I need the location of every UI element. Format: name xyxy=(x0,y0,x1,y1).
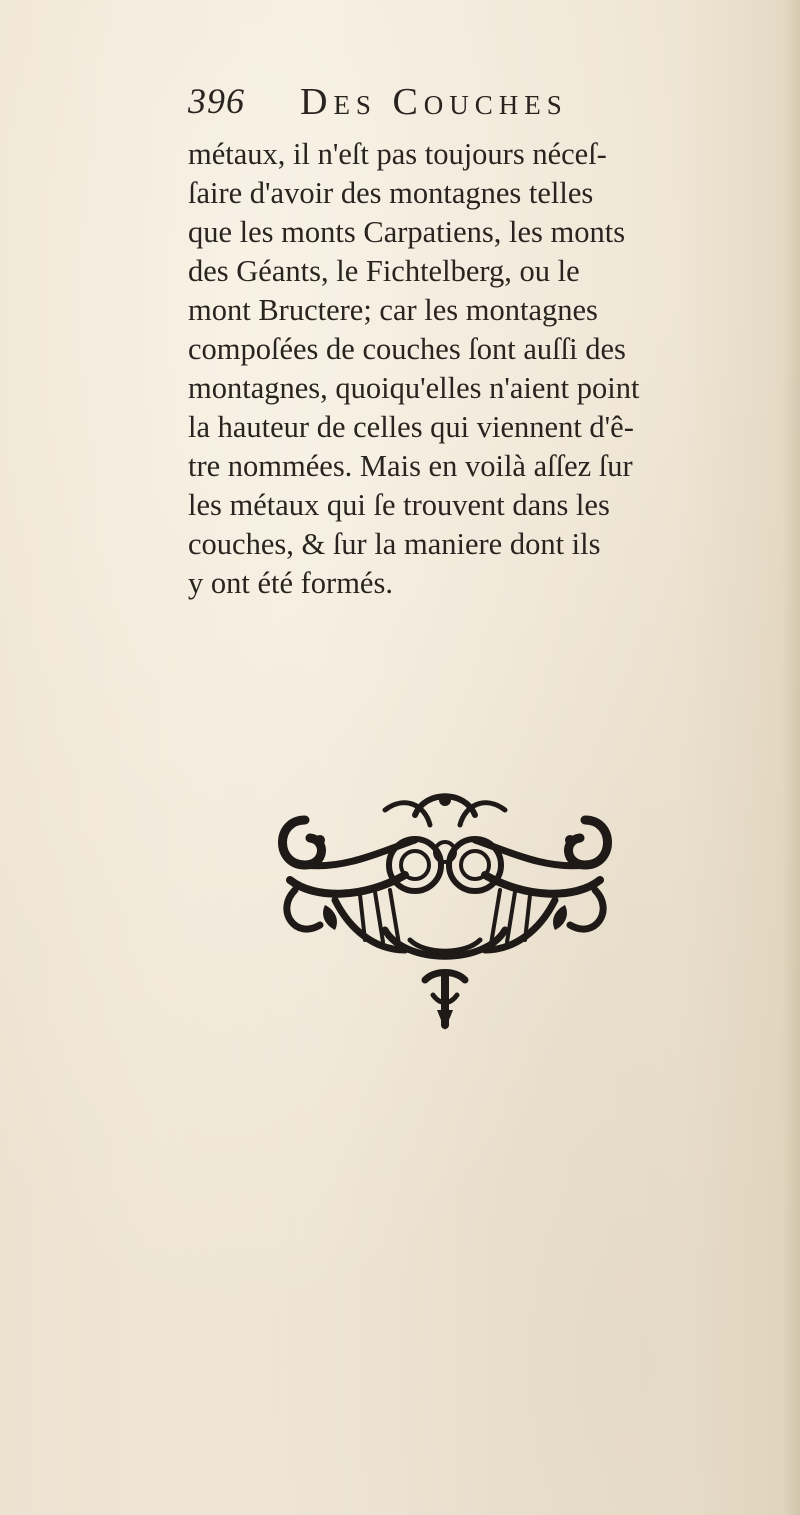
text-line: des Géants, le Fichtelberg, ou le xyxy=(188,254,580,288)
text-line: tre nommées. Mais en voilà aſſez ſur xyxy=(188,449,633,483)
text-line: y ont été formés. xyxy=(188,566,393,600)
running-title: Des Couches xyxy=(300,81,568,123)
text-line: métaux, il n'eſt pas toujours néceſ- xyxy=(188,137,607,171)
text-line: mont Bructere; car les montagnes xyxy=(188,293,598,327)
page-number: 396 xyxy=(188,81,245,121)
body-paragraph xyxy=(188,135,768,603)
fleuron-ornament-icon xyxy=(265,780,625,1035)
text-line: ſaire d'avoir des montagnes telles xyxy=(188,176,594,210)
page-edge-shadow xyxy=(782,0,800,1515)
page-header xyxy=(188,80,628,130)
text-line: que les monts Carpatiens, les monts xyxy=(188,215,626,249)
text-line: couches, & ſur la maniere dont ils xyxy=(188,527,601,561)
text-line: les métaux qui ſe trouvent dans les xyxy=(188,488,610,522)
text-line: montagnes, quoiqu'elles n'aient point xyxy=(188,371,640,405)
text-line: la hauteur de celles qui viennent d'ê- xyxy=(188,410,634,444)
text-line: compoſées de couches ſont auſſi des xyxy=(188,332,626,366)
